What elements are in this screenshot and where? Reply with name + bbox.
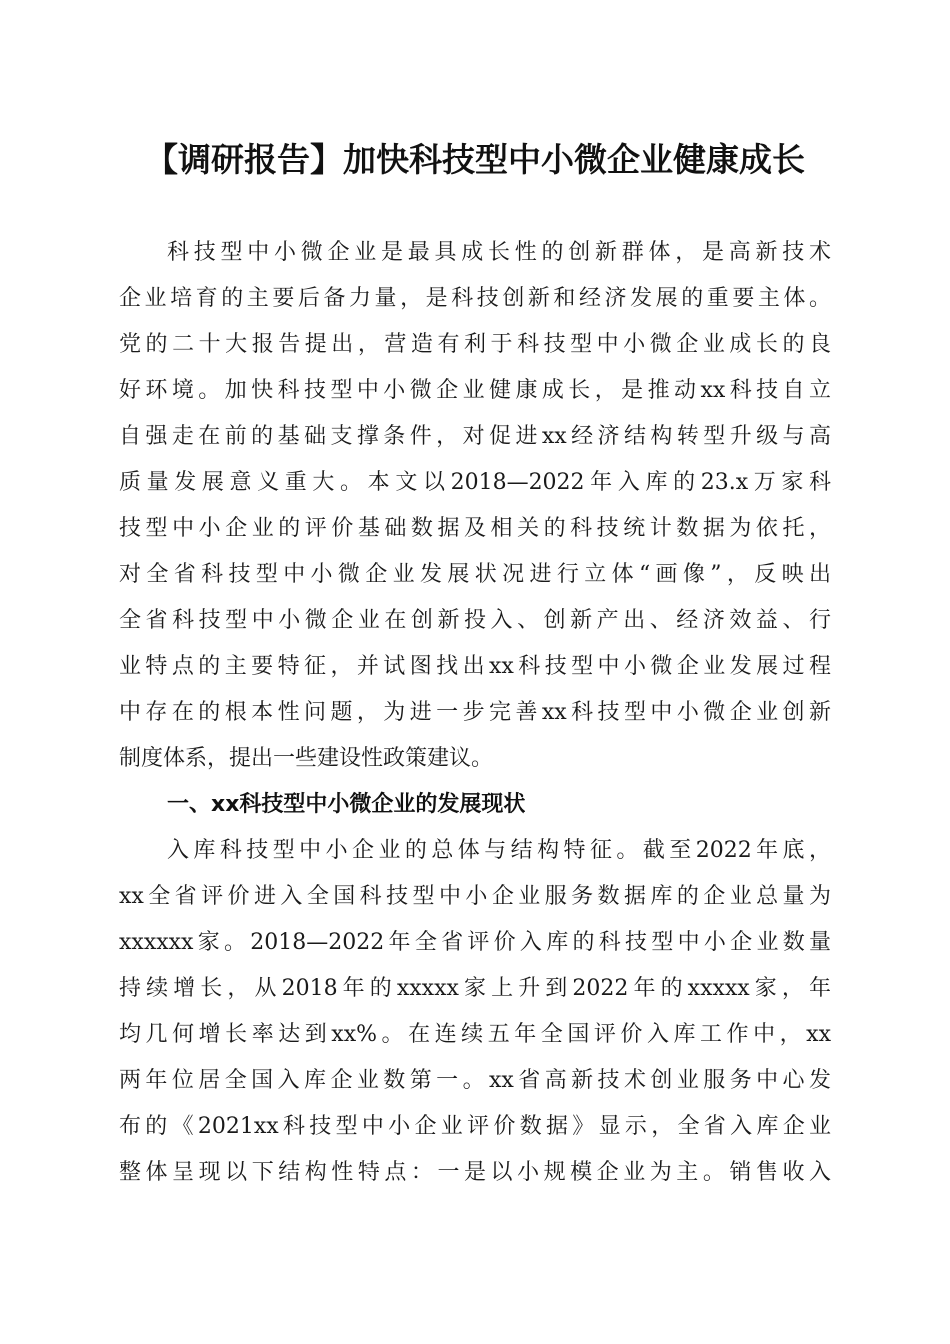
paragraph-line: 对全省科技型中小微企业发展状况进行立体“画像”，反映出	[119, 562, 831, 587]
paragraph-line: 整体呈现以下结构性特点：一是以小规模企业为主。销售收入	[119, 1160, 831, 1185]
paragraph-line: 质量发展意义重大。本文以2018—2022年入库的23.x万家科	[119, 470, 831, 495]
paragraph-line: 两年位居全国入库企业数第一。xx省高新技术创业服务中心发	[119, 1068, 831, 1093]
paragraph-line: 布的《2021xx科技型中小企业评价数据》显示，全省入库企业	[119, 1114, 831, 1139]
paragraph-line: 持续增长，从2018年的xxxxx家上升到2022年的xxxxx家，年	[119, 976, 831, 1001]
paragraph-line: 自强走在前的基础支撑条件，对促进xx经济结构转型升级与高	[119, 424, 831, 449]
document-title: 【调研报告】加快科技型中小微企业健康成长	[145, 140, 805, 179]
section-heading: 一、xx科技型中小微企业的发展现状	[167, 792, 526, 817]
paragraph-line: xx全省评价进入全国科技型中小企业服务数据库的企业总量为	[119, 884, 831, 909]
paragraph-line: 科技型中小微企业是最具成长性的创新群体，是高新技术	[167, 240, 831, 265]
paragraph-line: 好环境。加快科技型中小微企业健康成长，是推动xx科技自立	[119, 378, 831, 403]
paragraph-line: 全省科技型中小微企业在创新投入、创新产出、经济效益、行	[119, 608, 831, 633]
paragraph-line: 业特点的主要特征，并试图找出xx科技型中小微企业发展过程	[119, 654, 831, 679]
document-body	[119, 230, 831, 1196]
paragraph-line: xxxxxx家。2018—2022年全省评价入库的科技型中小企业数量	[119, 930, 831, 955]
paragraph-line: 入库科技型中小企业的总体与结构特征。截至2022年底，	[167, 838, 831, 863]
paragraph-line: 党的二十大报告提出，营造有利于科技型中小微企业成长的良	[119, 332, 831, 357]
paragraph-line: 均几何增长率达到xx%。在连续五年全国评价入库工作中，xx	[119, 1022, 831, 1047]
paragraph-line: 制度体系，提出一些建设性政策建议。	[119, 746, 494, 771]
paragraph-line: 中存在的根本性问题，为进一步完善xx科技型中小微企业创新	[119, 700, 831, 725]
paragraph-line: 技型中小企业的评价基础数据及相关的科技统计数据为依托，	[119, 516, 831, 541]
paragraph-line: 企业培育的主要后备力量，是科技创新和经济发展的重要主体。	[119, 286, 831, 311]
